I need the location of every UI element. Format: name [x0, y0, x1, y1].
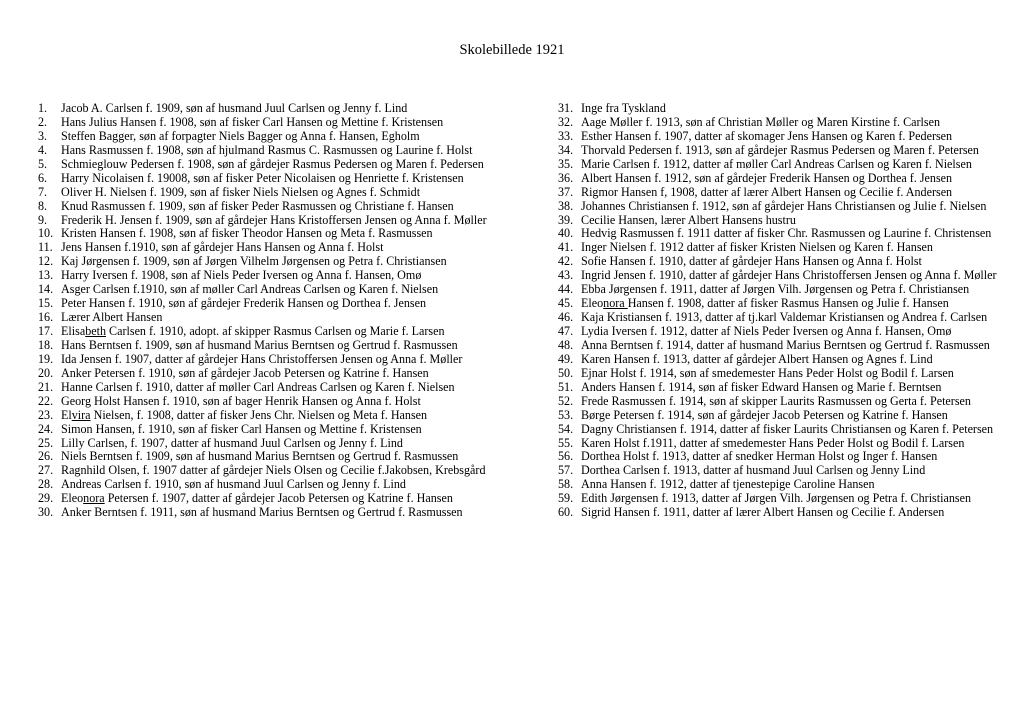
item-text	[581, 115, 940, 129]
item-number: 40.	[558, 226, 574, 241]
item-text	[581, 199, 986, 213]
item-number: 60.	[558, 505, 574, 520]
item-number: 20.	[38, 365, 54, 380]
item-description: Marie Carlsen f. 1912, datter af møller Carl Andreas Carlsen og Karen f. Nielsen	[581, 156, 972, 171]
item-description: Carlsen f. 1910, adopt. af skipper Rasmus Carlsen og Marie f. Larsen	[106, 324, 445, 338]
item-description: Niels Berntsen f. 1909, søn af husmand Marius Berntsen og Gertrud f. Rasmussen	[61, 449, 459, 464]
item-text	[61, 282, 438, 296]
list-item	[558, 367, 997, 381]
item-text	[581, 463, 925, 477]
item-description: Aage Møller f. 1913, søn af Christian Møller og Maren Kirstine f. Carlsen	[581, 114, 941, 129]
item-number: 18.	[38, 337, 54, 352]
item-text	[581, 324, 951, 338]
item-number: 53.	[558, 407, 574, 422]
list-item	[558, 381, 997, 395]
list-item	[558, 311, 997, 325]
item-number: 58.	[558, 477, 574, 492]
item-description: Anker Berntsen f. 1911, søn af husmand Marius Berntsen og Gertrud f. Rasmussen	[61, 505, 463, 520]
list-item	[558, 325, 997, 339]
item-description: Børge Petersen f. 1914, søn af gårdejer Jacob Petersen og Katrine f. Hansen	[581, 407, 948, 422]
item-description: Sigrid Hansen f. 1911, datter af lærer Albert Hansen og Cecilie f. Andersen	[581, 505, 945, 520]
list-item	[558, 353, 997, 367]
item-text	[581, 101, 666, 115]
item-text	[61, 240, 383, 254]
item-description: Hanne Carlsen f. 1910, datter af møller Carl Andreas Carlsen og Karen f. Nielsen	[61, 379, 455, 394]
item-number: 28.	[38, 477, 54, 492]
item-number: 49.	[558, 351, 574, 366]
list-item	[38, 464, 487, 478]
list-item	[38, 478, 487, 492]
item-description: Rigmor Hansen f, 1908, datter af lærer Albert Hansen og Cecilie f. Andersen	[581, 184, 953, 199]
list-item	[38, 269, 487, 283]
item-text	[61, 199, 454, 213]
item-description: Lilly Carlsen, f. 1907, datter af husmand Juul Carlsen og Jenny f. Lind	[61, 435, 403, 450]
item-number: 11.	[38, 240, 53, 255]
list-item	[38, 506, 487, 520]
item-number: 12.	[38, 254, 54, 269]
list-item	[558, 450, 997, 464]
item-description: Steffen Bagger, søn af forpagter Niels Bagger og Anna f. Hansen, Egholm	[61, 128, 420, 143]
item-text	[581, 226, 991, 240]
item-text	[581, 171, 952, 185]
list-item	[38, 214, 487, 228]
item-description: Hans Rasmussen f. 1908, søn af hjulmand Rasmus C. Rasmussen og Laurine f. Holst	[61, 142, 473, 157]
item-number: 22.	[38, 393, 54, 408]
list-item	[38, 423, 487, 437]
item-description: Kaj Jørgensen f. 1909, søn af Jørgen Vilhelm Jørgensen og Petra f. Christiansen	[61, 254, 447, 269]
item-number: 23.	[38, 407, 54, 422]
list-item	[38, 325, 487, 339]
item-description: Asger Carlsen f.1910, søn af møller Carl Andreas Carlsen og Karen f. Nielsen	[61, 282, 439, 297]
item-description: Ida Jensen f. 1907, datter af gårdejer Hans Christoffersen Jensen og Anna f. Møller	[61, 351, 463, 366]
list-item	[558, 172, 997, 186]
list-item	[558, 506, 997, 520]
item-description: Anker Petersen f. 1910, søn af gårdejer Jacob Petersen og Katrine f. Hansen	[61, 365, 429, 380]
item-number: 38.	[558, 198, 574, 213]
item-description: Kaja Kristiansen f. 1913, datter af tj.karl Valdemar Kristiansen og Andrea f. Carlsen	[581, 310, 988, 325]
list-item	[38, 450, 487, 464]
list-item	[558, 409, 997, 423]
item-description: Hansen f. 1908, datter af fisker Rasmus Hansen og Julie f. Hansen	[627, 296, 949, 311]
item-number: 36.	[558, 170, 574, 185]
list-item	[558, 144, 997, 158]
item-description: Hans Julius Hansen f. 1908, søn af fisker Carl Hansen og Mettine f. Kristensen	[61, 114, 444, 129]
item-description: Dorthea Carlsen f. 1913, datter af husmand Juul Carlsen og Jenny Lind	[581, 463, 926, 478]
item-number: 41.	[558, 240, 574, 255]
list-item	[38, 227, 487, 241]
item-text	[61, 463, 486, 477]
item-text	[581, 157, 972, 171]
item-number: 13.	[38, 268, 54, 283]
list-item	[558, 437, 997, 451]
list-item	[38, 409, 487, 423]
item-number: 5.	[38, 156, 48, 171]
item-text	[61, 157, 484, 171]
item-number: 24.	[38, 421, 54, 436]
list-item	[38, 395, 487, 409]
list-item	[38, 353, 487, 367]
item-description: Petersen f. 1907, datter af gårdejer Jacob Petersen og Katrine f. Hansen	[104, 491, 453, 506]
item-number: 51.	[558, 379, 574, 394]
list-item	[38, 492, 487, 506]
item-description: Anna Berntsen f. 1914, datter af husmand Marius Berntsen og Gertrud f. Rasmussen	[581, 337, 990, 352]
item-text	[61, 436, 403, 450]
item-description: Lærer Albert Hansen	[61, 310, 163, 325]
item-text	[581, 185, 952, 199]
item-description: Georg Holst Hansen f. 1910, søn af bager Henrik Hansen og Anna f. Holst	[61, 393, 421, 408]
underlined-name-part: nora	[603, 296, 628, 311]
item-text	[61, 408, 427, 422]
item-number: 7.	[38, 184, 48, 199]
item-number: 46.	[558, 310, 574, 325]
item-description: Edith Jørgensen f. 1913, datter af Jørgen Vilh. Jørgensen og Petra f. Christiansen	[581, 491, 972, 506]
item-text	[581, 408, 948, 422]
item-number: 16.	[38, 310, 54, 325]
list-item	[558, 158, 997, 172]
name-prefix: El	[61, 407, 72, 422]
list-item	[38, 241, 487, 255]
item-text	[581, 240, 933, 254]
item-description: Johannes Christiansen f. 1912, søn af gårdejer Hans Christiansen og Julie f. Nielsen	[581, 198, 987, 213]
underlined-name-part: beth	[85, 324, 107, 338]
item-number: 8.	[38, 198, 48, 213]
item-number: 54.	[558, 421, 574, 436]
item-number: 2.	[38, 114, 48, 129]
item-number: 21.	[38, 379, 54, 394]
item-number: 27.	[38, 463, 54, 478]
list-item	[38, 116, 487, 130]
item-text	[581, 213, 796, 227]
item-number: 35.	[558, 156, 574, 171]
item-text	[61, 171, 464, 185]
item-description: Ingrid Jensen f. 1910, datter af gårdejer Hans Christoffersen Jensen og Anna f. Møller	[581, 268, 997, 283]
item-description: Harry Iversen f. 1908, søn af Niels Peder Iversen og Anna f. Hansen, Omø	[61, 268, 422, 283]
item-description: Andreas Carlsen f. 1910, søn af husmand Juul Carlsen og Jenny f. Lind	[61, 477, 406, 492]
list-item	[558, 102, 997, 116]
item-text	[581, 449, 937, 463]
item-number: 57.	[558, 463, 574, 478]
item-text	[61, 143, 473, 157]
item-description: Esther Hansen f. 1907, datter af skomager Jens Hansen og Karen f. Pedersen	[581, 128, 953, 143]
item-text	[61, 352, 462, 366]
name-prefix: Elisa	[61, 324, 86, 338]
list-item	[558, 241, 997, 255]
item-text	[581, 491, 971, 505]
item-number: 14.	[38, 282, 54, 297]
item-text	[581, 394, 971, 408]
item-number: 30.	[38, 505, 54, 520]
name-prefix: Eleo	[61, 491, 84, 506]
item-text	[61, 101, 407, 115]
item-text	[61, 338, 458, 352]
item-description: Ebba Jørgensen f. 1911, datter af Jørgen Vilh. Jørgensen og Petra f. Christiansen	[581, 282, 970, 297]
item-description: Simon Hansen, f. 1910, søn af fisker Carl Hansen og Mettine f. Kristensen	[61, 421, 422, 436]
item-text	[581, 352, 933, 366]
list-item	[38, 130, 487, 144]
item-description: Oliver H. Nielsen f. 1909, søn af fisker Niels Nielsen og Agnes f. Schmidt	[61, 184, 421, 199]
item-text	[61, 185, 420, 199]
item-text	[61, 505, 463, 519]
item-text	[581, 143, 979, 157]
list-item	[38, 381, 487, 395]
item-text	[581, 254, 922, 268]
list-item	[558, 255, 997, 269]
item-number: 17.	[38, 324, 54, 338]
list-item	[558, 478, 997, 492]
list-item	[558, 297, 997, 311]
item-description: Ejnar Holst f. 1914, søn af smedemester Hans Peder Holst og Bodil f. Larsen	[581, 365, 954, 380]
item-number: 50.	[558, 365, 574, 380]
list-item	[38, 283, 487, 297]
item-number: 4.	[38, 142, 48, 157]
item-description: Anna Hansen f. 1912, datter af tjenestepige Caroline Hansen	[581, 477, 875, 492]
item-number: 26.	[38, 449, 54, 464]
item-text	[61, 491, 453, 505]
item-description: Knud Rasmussen f. 1909, søn af fisker Peder Rasmussen og Christiane f. Hansen	[61, 198, 454, 213]
list-item	[38, 144, 487, 158]
item-text	[581, 282, 969, 296]
underlined-name-part: nora	[83, 491, 105, 506]
list-item	[38, 255, 487, 269]
item-number: 37.	[558, 184, 574, 199]
item-text	[61, 422, 422, 436]
item-text	[61, 115, 443, 129]
item-text	[61, 477, 406, 491]
item-text	[581, 477, 875, 491]
item-text	[61, 268, 421, 282]
item-text	[61, 310, 162, 324]
item-text	[61, 226, 433, 240]
item-text	[61, 213, 487, 227]
item-number: 15.	[38, 296, 54, 311]
item-number: 34.	[558, 142, 574, 157]
item-number: 39.	[558, 212, 574, 227]
item-number: 59.	[558, 491, 574, 506]
list-item	[38, 437, 487, 451]
item-number: 43.	[558, 268, 574, 283]
name-list-left	[38, 102, 487, 520]
item-description: Thorvald Pedersen f. 1913, søn af gårdejer Rasmus Pedersen og Maren f. Petersen	[581, 142, 979, 157]
item-description: Jens Hansen f.1910, søn af gårdejer Hans Hansen og Anna f. Holst	[61, 240, 384, 255]
item-text	[581, 310, 987, 324]
list-item	[38, 367, 487, 381]
item-text	[61, 296, 426, 310]
item-text	[581, 268, 997, 282]
item-text	[61, 129, 420, 143]
item-number: 3.	[38, 128, 48, 143]
item-text	[581, 296, 949, 310]
item-description: Lydia Iversen f. 1912, datter af Niels Peder Iversen og Anna f. Hansen, Omø	[581, 324, 952, 338]
item-description: Inger Nielsen f. 1912 datter af fisker Kristen Nielsen og Karen f. Hansen	[581, 240, 933, 255]
document-title: Skolebillede 1921	[459, 42, 565, 58]
item-text	[61, 324, 445, 338]
item-number: 42.	[558, 254, 574, 269]
item-number: 10.	[38, 226, 54, 241]
item-description: Anders Hansen f. 1914, søn af fisker Edward Hansen og Marie f. Berntsen	[581, 379, 942, 394]
item-text	[61, 254, 447, 268]
list-item	[558, 186, 997, 200]
item-description: Karen Hansen f. 1913, datter af gårdejer Albert Hansen og Agnes f. Lind	[581, 351, 933, 366]
item-number: 29.	[38, 491, 54, 506]
item-number: 1.	[38, 101, 48, 115]
list-item	[38, 172, 487, 186]
item-number: 56.	[558, 449, 574, 464]
list-item	[558, 227, 997, 241]
item-text	[581, 422, 993, 436]
item-text	[61, 380, 455, 394]
list-item	[558, 395, 997, 409]
list-item	[38, 297, 487, 311]
list-item	[558, 200, 997, 214]
underlined-name-part: vira	[71, 407, 91, 422]
item-description: Kristen Hansen f. 1908, søn af fisker Theodor Hansen og Meta f. Rasmussen	[61, 226, 433, 241]
item-description: Nielsen, f. 1908, datter af fisker Jens Chr. Nielsen og Meta f. Hansen	[90, 407, 428, 422]
item-description: Jacob A. Carlsen f. 1909, søn af husmand Juul Carlsen og Jenny f. Lind	[61, 101, 408, 115]
list-item	[38, 311, 487, 325]
item-text	[581, 366, 954, 380]
item-text	[61, 394, 421, 408]
item-description: Dagny Christiansen f. 1914, datter af fisker Laurits Christiansen og Karen f. Petersen	[581, 421, 994, 436]
list-item	[38, 186, 487, 200]
item-description: Hans Berntsen f. 1909, søn af husmand Marius Berntsen og Gertrud f. Rasmussen	[61, 337, 458, 352]
list-item	[558, 283, 997, 297]
item-text	[581, 129, 952, 143]
item-description: Dorthea Holst f. 1913, datter af snedker Herman Holst og Inger f. Hansen	[581, 449, 938, 464]
item-number: 47.	[558, 324, 574, 338]
list-item	[558, 269, 997, 283]
list-item	[38, 339, 487, 353]
list-item	[558, 130, 997, 144]
list-item	[558, 492, 997, 506]
item-text	[61, 449, 458, 463]
item-number: 52.	[558, 393, 574, 408]
item-description: Schmieglouw Pedersen f. 1908, søn af gårdejer Rasmus Pedersen og Maren f. Pedersen	[61, 156, 484, 171]
item-description: Frederik H. Jensen f. 1909, søn af gårdejer Hans Kristoffersen Jensen og Anna f. Møller	[61, 212, 487, 227]
list-item	[38, 102, 487, 116]
list-item	[558, 214, 997, 228]
list-item	[38, 200, 487, 214]
item-text	[581, 436, 964, 450]
item-description: Frede Rasmussen f. 1914, søn af skipper Laurits Rasmussen og Gerta f. Petersen	[581, 393, 971, 408]
item-text	[581, 505, 944, 519]
item-description: Ragnhild Olsen, f. 1907 datter af gårdejer Niels Olsen og Cecilie f.Jakobsen, Krebsgård	[61, 463, 486, 478]
item-number: 45.	[558, 296, 574, 311]
list-item	[558, 464, 997, 478]
list-item	[558, 339, 997, 353]
item-number: 55.	[558, 435, 574, 450]
item-description: Peter Hansen f. 1910, søn af gårdejer Frederik Hansen og Dorthea f. Jensen	[61, 296, 427, 311]
item-text	[581, 338, 990, 352]
item-description: Albert Hansen f. 1912, søn af gårdejer Frederik Hansen og Dorthea f. Jensen	[581, 170, 953, 185]
list-item	[38, 158, 487, 172]
item-number: 32.	[558, 114, 574, 129]
item-text	[61, 366, 429, 380]
item-number: 33.	[558, 128, 574, 143]
list-item	[558, 116, 997, 130]
item-description: Inge fra Tyskland	[581, 101, 666, 115]
name-prefix: Eleo	[581, 296, 604, 311]
item-description: Harry Nicolaisen f. 19008, søn af fisker Peter Nicolaisen og Henriette f. Kristensen	[61, 170, 464, 185]
item-number: 6.	[38, 170, 48, 185]
name-list-right	[558, 102, 997, 520]
item-number: 31.	[558, 101, 574, 115]
item-number: 19.	[38, 351, 54, 366]
item-description: Hedvig Rasmussen f. 1911 datter af fisker Chr. Rasmussen og Laurine f. Christensen	[581, 226, 992, 241]
item-description: Sofie Hansen f. 1910, datter af gårdejer Hans Hansen og Anna f. Holst	[581, 254, 922, 269]
item-number: 9.	[38, 212, 48, 227]
item-number: 25.	[38, 435, 54, 450]
item-text	[581, 380, 941, 394]
item-description: Cecilie Hansen, lærer Albert Hansens hustru	[581, 212, 796, 227]
item-number: 44.	[558, 282, 574, 297]
item-number: 48.	[558, 337, 574, 352]
item-description: Karen Holst f.1911, datter af smedemester Hans Peder Holst og Bodil f. Larsen	[581, 435, 965, 450]
list-item	[558, 423, 997, 437]
